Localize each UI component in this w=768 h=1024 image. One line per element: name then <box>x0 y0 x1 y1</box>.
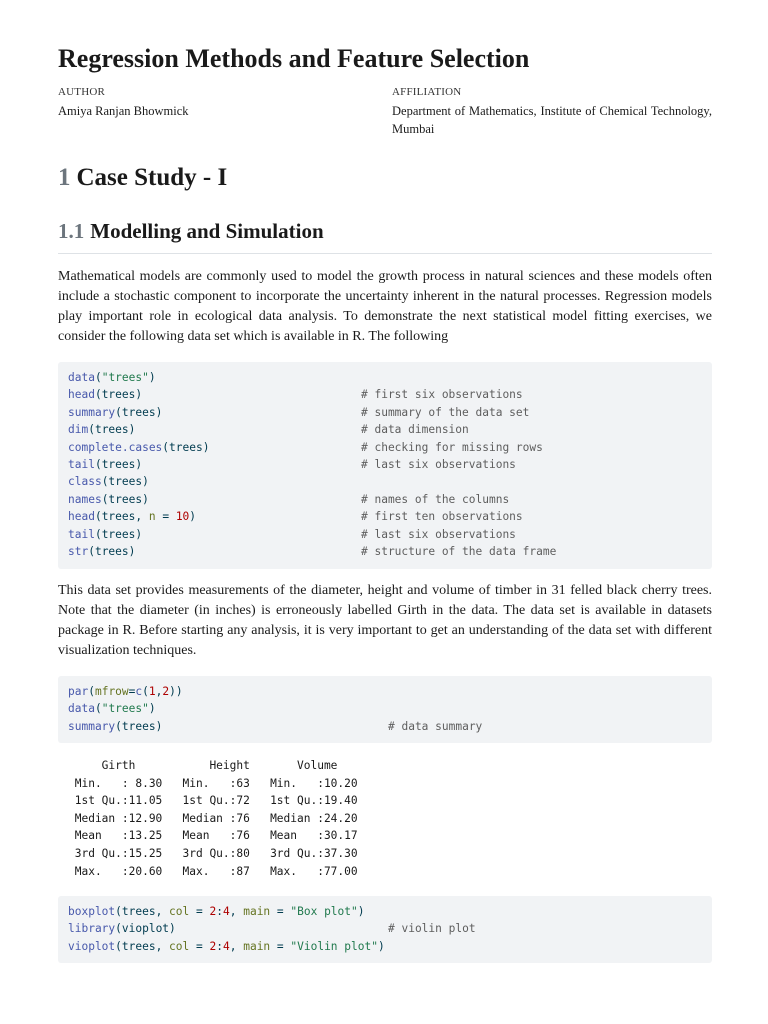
code-comment: # names of the columns <box>361 492 510 506</box>
code-line: data("trees") <box>68 371 156 384</box>
code-line: complete.cases(trees) <box>68 440 210 454</box>
section-title: Case Study - I <box>76 164 228 191</box>
code-line: head(trees) <box>68 388 143 402</box>
code-line: summary(trees) <box>68 719 163 733</box>
section-heading-1 <box>58 164 227 192</box>
code-line: boxplot(trees, col = 2:4, main = "Box plot") <box>68 905 365 918</box>
summary-output: Girth Height Volume Min. : 8.30 Min. :63 Min. :10.20 1st Qu.:11.05 1st Qu.:72 1st Qu.:19.40 Median :12.90 Median :76 Median :24.20 Mean :13.25 Mean :76 Mean :30.17 3rd Qu.:15.25 3rd Qu.:80 3rd Qu.:37.30 Max. :20.60 Max. :87 Max. :77.00 <box>74 759 358 878</box>
code-comment: # summary of the data set <box>361 405 530 419</box>
code-line: names(trees) <box>68 492 149 506</box>
affiliation-text: Department of Mathematics, Institute of Chemical Technology, Mumbai <box>392 104 712 136</box>
intro-paragraph: Mathematical models are commonly used to model the growth process in natural sciences and these models often include a stochastic component to incorporate the uncertainty inherent in the natural processes. Regression models play important role in ecological data analysis. To demonstrate the next statistical model fitting exercises, we consider the following data set which is available in R. The following <box>58 269 712 344</box>
subsection-number: 1.1 <box>58 219 85 243</box>
code-comment: # data summary <box>388 719 483 733</box>
code-comment: # last six observations <box>361 527 516 541</box>
code-comment: # structure of the data frame <box>361 545 557 558</box>
code-line: tail(trees) <box>68 458 143 471</box>
code-block-data-exploration[interactable] <box>58 362 712 569</box>
code-line: par(mfrow=c(1,2)) <box>68 685 183 698</box>
code-comment: # first ten observations <box>361 510 523 524</box>
author-label: AUTHOR <box>58 86 106 98</box>
subsection-heading-1-1 <box>58 219 324 244</box>
code-comment: # first six observations <box>361 388 523 402</box>
code-line: vioplot(trees, col = 2:4, main = "Violin plot") <box>68 939 385 953</box>
dataset-description-paragraph: This data set provides measurements of the diameter, height and volume of timber in 31 felled black cherry trees. Note that the diameter (in inches) is erroneously labelled Girth in the data. The data set is available in datasets package in R. Before starting any analysis, it is very important to get an understanding of the data set with different visualization techniques. <box>58 583 712 658</box>
code-line: class(trees) <box>68 475 149 489</box>
code-line: dim(trees) <box>68 423 136 437</box>
code-comment: # last six observations <box>361 458 516 471</box>
affiliation-label: AFFILIATION <box>392 86 462 98</box>
author-name: Amiya Ranjan Bhowmick <box>58 104 189 118</box>
section-number: 1 <box>58 164 71 191</box>
code-line: data("trees") <box>68 702 156 716</box>
code-block-plots[interactable] <box>58 896 712 963</box>
subsection-title: Modelling and Simulation <box>90 219 324 243</box>
code-line: head(trees, n = 10) <box>68 510 197 524</box>
code-comment: # checking for missing rows <box>361 440 543 454</box>
document-title: Regression Methods and Feature Selection <box>58 44 530 73</box>
code-line: str(trees) <box>68 545 136 558</box>
code-comment: # violin plot <box>388 922 476 936</box>
code-block-summary[interactable] <box>58 676 712 743</box>
code-comment: # data dimension <box>361 423 469 437</box>
code-line: summary(trees) <box>68 405 163 419</box>
subsection-divider <box>58 253 712 254</box>
code-line: tail(trees) <box>68 527 143 541</box>
code-line: library(vioplot) <box>68 922 176 936</box>
